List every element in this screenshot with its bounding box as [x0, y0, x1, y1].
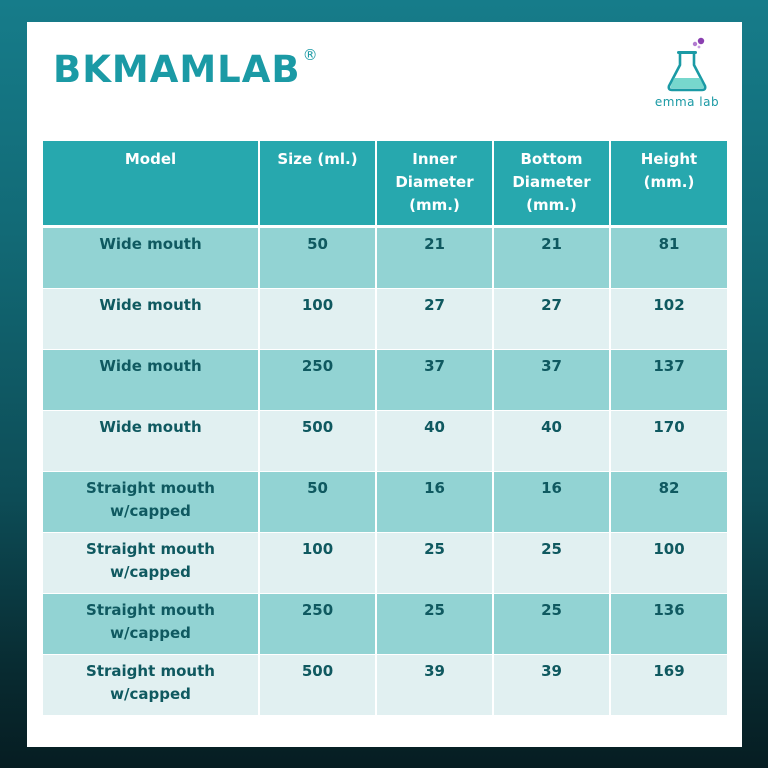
cell-height: 136: [610, 594, 727, 655]
cell-inner-diameter: 25: [376, 594, 493, 655]
cell-height: 170: [610, 411, 727, 472]
emma-lab-logo: [647, 34, 727, 114]
cell-size: 250: [259, 350, 376, 411]
cell-inner-diameter: 16: [376, 472, 493, 533]
cell-model: Wide mouth: [43, 227, 259, 289]
table-row: [43, 594, 727, 655]
cell-size: 100: [259, 533, 376, 594]
cell-inner-diameter: 27: [376, 289, 493, 350]
cell-height: 81: [610, 227, 727, 289]
cell-height: 100: [610, 533, 727, 594]
cell-inner-diameter: 37: [376, 350, 493, 411]
table-row: [43, 227, 727, 289]
cell-model: Wide mouth: [43, 411, 259, 472]
cell-height: 82: [610, 472, 727, 533]
flask-icon: [663, 34, 711, 94]
cell-bottom-diameter: 21: [493, 227, 610, 289]
cell-height: 137: [610, 350, 727, 411]
brand-logo: [53, 48, 319, 91]
header-row: [43, 141, 727, 227]
cell-bottom-diameter: 40: [493, 411, 610, 472]
cell-size: 500: [259, 655, 376, 716]
cell-size: 50: [259, 227, 376, 289]
cell-bottom-diameter: 27: [493, 289, 610, 350]
header-inner-diameter: Inner Diameter (mm.): [376, 141, 493, 227]
cell-model: Wide mouth: [43, 350, 259, 411]
cell-inner-diameter: 39: [376, 655, 493, 716]
table-row: [43, 289, 727, 350]
header-bottom-diameter: Bottom Diameter (mm.): [493, 141, 610, 227]
cell-height: 102: [610, 289, 727, 350]
header-height: Height (mm.): [610, 141, 727, 227]
cell-size: 100: [259, 289, 376, 350]
cell-height: 169: [610, 655, 727, 716]
cell-model: Straight mouth w/capped: [43, 655, 259, 716]
registered-mark: ®: [302, 46, 319, 64]
cell-inner-diameter: 21: [376, 227, 493, 289]
cell-size: 500: [259, 411, 376, 472]
spec-card: [27, 22, 742, 747]
cell-bottom-diameter: 37: [493, 350, 610, 411]
cell-inner-diameter: 25: [376, 533, 493, 594]
brand-name: BKMAMLAB: [53, 48, 301, 91]
cell-inner-diameter: 40: [376, 411, 493, 472]
header-size: Size (ml.): [259, 141, 376, 227]
spec-table: [43, 141, 727, 716]
cell-size: 50: [259, 472, 376, 533]
cell-model: Straight mouth w/capped: [43, 472, 259, 533]
table-row: [43, 533, 727, 594]
table-row: [43, 655, 727, 716]
cell-bottom-diameter: 25: [493, 594, 610, 655]
cell-size: 250: [259, 594, 376, 655]
cell-model: Straight mouth w/capped: [43, 533, 259, 594]
table-row: [43, 411, 727, 472]
cell-bottom-diameter: 16: [493, 472, 610, 533]
cell-model: Straight mouth w/capped: [43, 594, 259, 655]
table-row: [43, 350, 727, 411]
cell-bottom-diameter: 39: [493, 655, 610, 716]
logo-text: emma lab: [654, 95, 720, 109]
cell-model: Wide mouth: [43, 289, 259, 350]
cell-bottom-diameter: 25: [493, 533, 610, 594]
table-row: [43, 472, 727, 533]
header-model: Model: [43, 141, 259, 227]
